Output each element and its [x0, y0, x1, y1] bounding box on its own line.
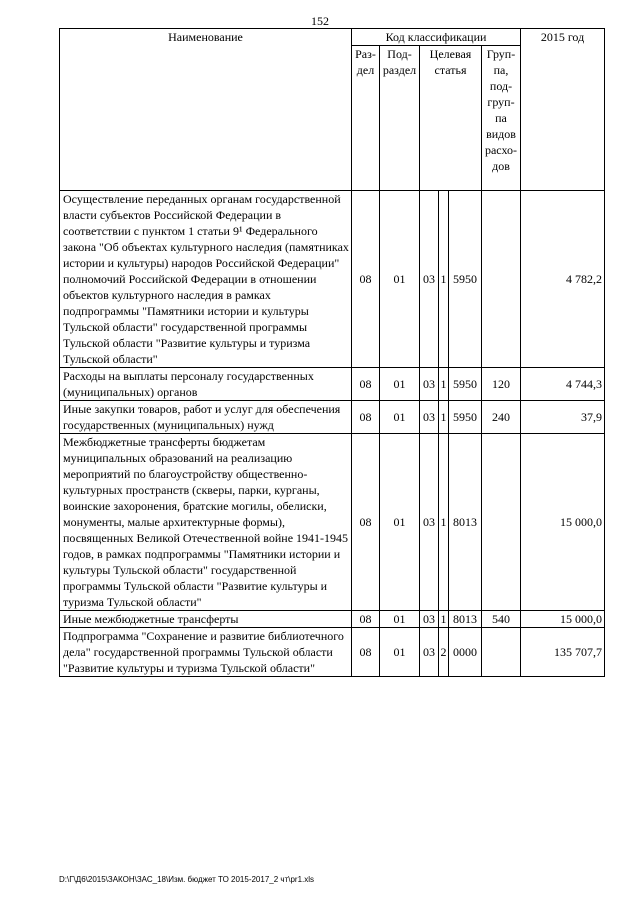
row-name: Подпрограмма "Сохранение и развитие библиотечного дела" государственной программы Тульской области "Развитие культуры и туризма Тульской области" [60, 628, 352, 677]
row-subsection: 01 [380, 401, 420, 434]
header-classification: Код классификации [352, 29, 521, 46]
row-target-program: 03 [420, 191, 439, 368]
row-amount: 15 000,0 [521, 434, 605, 611]
row-target-program: 03 [420, 401, 439, 434]
row-group: 240 [482, 401, 521, 434]
row-amount: 4 744,3 [521, 368, 605, 401]
budget-table [59, 28, 605, 677]
row-subsection: 01 [380, 611, 420, 628]
row-target-subprogram: 2 [439, 628, 449, 677]
row-target-program: 03 [420, 434, 439, 611]
table-row [60, 401, 605, 434]
row-target-subprogram: 1 [439, 368, 449, 401]
table-row [60, 434, 605, 611]
row-target-subprogram: 1 [439, 434, 449, 611]
row-name: Иные межбюджетные трансферты [60, 611, 352, 628]
header-name: Наименование [60, 29, 352, 191]
row-section: 08 [352, 191, 380, 368]
header-year: 2015 год [521, 29, 605, 191]
row-subsection: 01 [380, 368, 420, 401]
row-name: Иные закупки товаров, работ и услуг для обеспечения государственных (муниципальных) нужд [60, 401, 352, 434]
row-amount: 15 000,0 [521, 611, 605, 628]
row-name: Расходы на выплаты персоналу государственных (муниципальных) органов [60, 368, 352, 401]
row-target-subprogram: 1 [440, 612, 447, 626]
row-group [482, 434, 521, 611]
page-number: 152 [311, 14, 329, 28]
row-section: 08 [352, 368, 380, 401]
row-group: 120 [482, 368, 521, 401]
row-target-direction: 8013 [449, 611, 482, 628]
row-target-direction: 8013 [449, 434, 482, 611]
row-group [482, 628, 521, 677]
row-amount: 37,9 [521, 401, 605, 434]
row-target-subprogram: 1 [439, 401, 449, 434]
row-target-program: 03 [420, 368, 439, 401]
row-section: 08 [352, 434, 380, 611]
row-target-program: 03 [420, 628, 439, 677]
row-target-direction: 5950 [449, 368, 482, 401]
row-section: 08 [352, 401, 380, 434]
row-group: 540 [482, 611, 521, 628]
row-subsection: 01 [380, 191, 420, 368]
header-subsection: Под-раздел [380, 46, 420, 191]
table-row [60, 191, 605, 368]
row-target-program: 03 [420, 611, 439, 628]
row-amount: 135 707,7 [521, 628, 605, 677]
header-target: Целевая статья [420, 46, 482, 191]
row-section: 08 [352, 628, 380, 677]
table-row [60, 368, 605, 401]
row-name: Межбюджетные трансферты бюджетам муниципальных образований на реализацию мероприятий по благоустройству общественно-культурных пространств (скверы, парки, курганы, воинские захоронения, братские могилы, обелиски, монументы, малые архитектурные формы), посвященных Великой Отечественной войне 1941-1945 годов, в рамках подпрограммы "Памятники истории и культуры Тульской области" государственной программы Тульской области "Развитие культуры и туризма Тульской области" [60, 434, 352, 611]
row-subsection: 01 [380, 434, 420, 611]
row-name: Осуществление переданных органам государственной власти субъектов Российской Федерации в соответствии с пунктом 1 статьи 9¹ Федерального закона "Об объектах культурного наследия (памятниках истории и культуры) народов Российской Федерации" полномочий Российской Федерации в отношении объектов культурного наследия в рамках подпрограммы "Памятники истории и культуры Тульской области" государственной программы Тульской области "Развитие культуры и туризма Тульской области" [60, 191, 352, 368]
row-target-direction: 5950 [449, 191, 482, 368]
row-group [482, 191, 521, 368]
row-target-direction: 5950 [449, 401, 482, 434]
table-row [60, 611, 605, 628]
footer-path: D:\Г\Д6\2015\ЗАКОН\ЗАС_18\Изм. бюджет ТО 2015-2017_2 чт\pr1.xls [59, 875, 315, 884]
row-subsection: 01 [380, 628, 420, 677]
row-section: 08 [352, 611, 380, 628]
header-section: Раз-дел [352, 46, 380, 191]
header-group: Груп-па, под-груп-па видов расхо-дов [482, 46, 521, 191]
row-amount: 4 782,2 [521, 191, 605, 368]
row-target-subprogram: 1 [439, 191, 449, 368]
row-target-direction: 0000 [449, 628, 482, 677]
table-row [60, 628, 605, 677]
